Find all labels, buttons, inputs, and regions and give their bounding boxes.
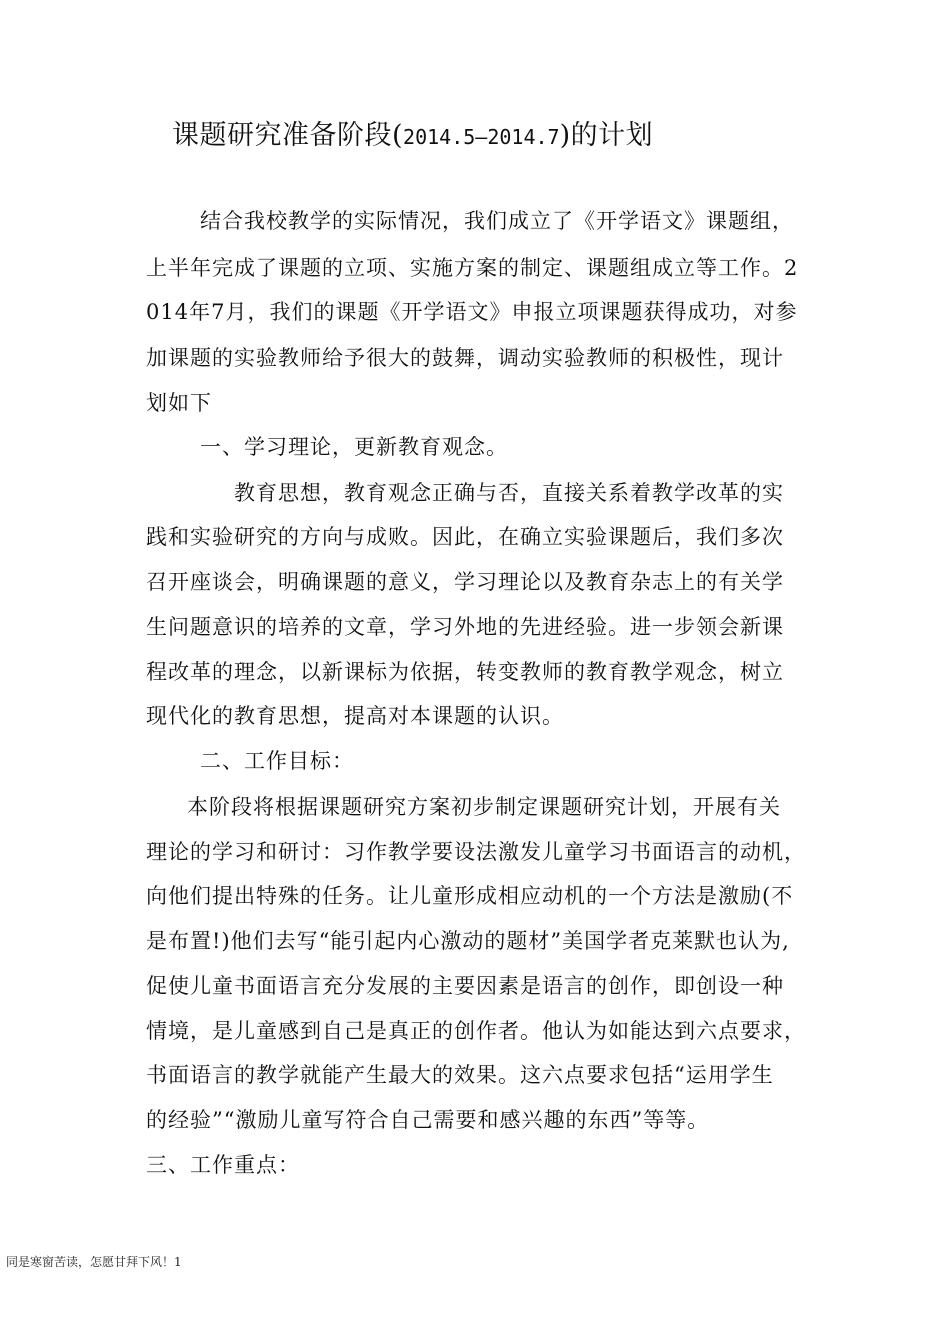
section-heading: 二、工作目标： [200,749,354,773]
body-line: 书面语言的教学就能产生最大的效果。这六点要求包括“运用学生 [146,1063,774,1087]
body-line: 本阶段将根据课题研究方案初步制定课题研究计划，开展有关 [187,795,781,819]
title-suffix: )的计划 [559,120,654,151]
body-line: 情境，是儿童感到自己是真正的创作者。他认为如能达到六点要求， [146,1019,806,1043]
body-line: 是布置!)他们去写“能引起内心激动的题材”美国学者克莱默也认为, [146,929,790,953]
body-line: 014年7月，我们的课题《开学语文》申报立项课题获得成功，对参 [146,300,798,324]
body-line: 生问题意识的培养的文章，学习外地的先进经验。进一步领会新课 [146,615,784,639]
body-line: 促使儿童书面语言充分发展的主要因素是语言的创作，即创设一种 [146,974,784,998]
section-heading: 三、工作重点： [146,1153,300,1177]
body-line: 向他们提出特殊的任务。让儿童形成相应动机的一个方法是激励(不 [146,884,794,908]
body-line: 结合我校教学的实际情况，我们成立了《开学语文》课题组， [200,209,794,233]
body-line: 召开座谈会，明确课题的意义，学习理论以及教育杂志上的有关学 [146,570,784,594]
body-line: 程改革的理念，以新课标为依据，转变教师的教育教学观念，树立 [146,660,784,684]
section-heading: 一、学习理论，更新教育观念。 [200,435,508,459]
title-prefix: 课题研究准备阶段( [172,120,404,151]
body-line: 的经验”“激励儿童写符合自己需要和感兴趣的东西”等等。 [146,1108,710,1132]
body-line: 上半年完成了课题的立项、实施方案的制定、课题组成立等工作。2 [146,256,799,280]
body-line: 划如下 [146,391,212,415]
body-line: 理论的学习和研讨：习作教学要设法激发儿童学习书面语言的动机， [146,840,806,864]
body-line: 教育思想，教育观念正确与否，直接关系着教学改革的实 [234,481,784,505]
document-title [172,118,653,155]
body-line: 现代化的教育思想，提高对本课题的认识。 [146,704,564,728]
page-footer: 同是寒窗苦读，怎愿甘拜下风！1 [6,1255,182,1269]
body-line: 加课题的实验教师给予很大的鼓舞，调动实验教师的积极性，现计 [146,346,784,370]
title-date: 2014.5—2014.7 [403,125,560,149]
body-line: 践和实验研究的方向与成败。因此，在确立实验课题后，我们多次 [146,525,784,549]
